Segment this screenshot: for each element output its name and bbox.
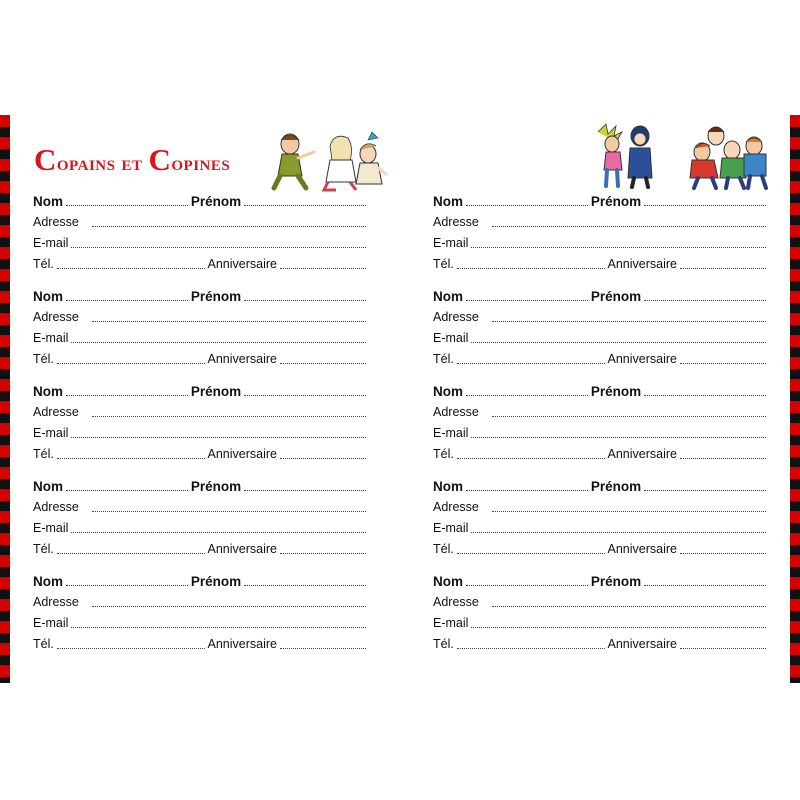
email-row [433,230,769,251]
address-row [33,209,369,230]
tel-field[interactable] [457,457,605,459]
email-row [433,325,769,346]
tel-field[interactable] [57,362,205,364]
prenom-label: Prénom [590,479,642,494]
adresse-label: Adresse [33,310,79,324]
right-column [433,188,769,663]
email-row [33,325,369,346]
tel-label: Tél. [33,542,54,556]
adresse-field[interactable] [92,510,366,512]
prenom-field[interactable] [244,489,366,491]
email-label: E-mail [433,616,469,630]
prenom-label: Prénom [190,479,242,494]
email-row [33,230,369,251]
email-label: E-mail [33,521,69,535]
adresse-field[interactable] [492,225,766,227]
address-row [433,399,769,420]
prenom-label: Prénom [590,289,642,304]
nom-field[interactable] [466,394,588,396]
phone-row [33,441,369,462]
address-row [433,209,769,230]
anniversaire-label: Anniversaire [207,542,277,556]
anniversaire-label: Anniversaire [607,637,677,651]
name-row [33,283,369,304]
email-field[interactable] [471,531,766,533]
tel-label: Tél. [33,257,54,271]
email-row [433,420,769,441]
address-row [433,494,769,515]
nom-field[interactable] [66,299,188,301]
address-row [33,589,369,610]
prenom-field[interactable] [644,584,766,586]
nom-field[interactable] [66,204,188,206]
phone-row [33,251,369,272]
address-row [33,399,369,420]
email-field[interactable] [71,341,366,343]
anniversaire-label: Anniversaire [607,542,677,556]
name-row [33,188,369,209]
anniversaire-label: Anniversaire [207,257,277,271]
tel-label: Tél. [33,637,54,651]
adresse-field[interactable] [92,225,366,227]
adresse-field[interactable] [92,415,366,417]
anniversaire-field[interactable] [280,457,366,459]
adresse-label: Adresse [33,595,79,609]
prenom-field[interactable] [644,394,766,396]
two-kids-illustration [592,122,662,190]
tel-label: Tél. [433,352,454,366]
tel-label: Tél. [433,447,454,461]
name-row [433,378,769,399]
email-row [433,515,769,536]
adresse-field[interactable] [492,510,766,512]
tel-field[interactable] [57,552,205,554]
email-label: E-mail [433,521,469,535]
name-row [433,188,769,209]
adresse-label: Adresse [433,405,479,419]
adresse-label: Adresse [433,310,479,324]
page-title: Copains et Copines [34,142,231,177]
nom-label: Nom [433,479,463,494]
tel-field[interactable] [457,362,605,364]
nom-field[interactable] [466,204,588,206]
tel-field[interactable] [57,457,205,459]
nom-label: Nom [433,194,463,209]
name-row [33,473,369,494]
adresse-field[interactable] [492,320,766,322]
name-row [433,283,769,304]
tel-field[interactable] [57,267,205,269]
anniversaire-label: Anniversaire [607,447,677,461]
anniversaire-field[interactable] [680,267,766,269]
anniversaire-label: Anniversaire [607,257,677,271]
tel-label: Tél. [433,257,454,271]
adresse-label: Adresse [33,500,79,514]
adresse-field[interactable] [92,605,366,607]
nom-field[interactable] [466,584,588,586]
anniversaire-field[interactable] [280,362,366,364]
contact-entry [33,378,369,473]
phone-row [33,631,369,652]
address-row [33,304,369,325]
name-row [33,568,369,589]
nom-field[interactable] [66,489,188,491]
adresse-label: Adresse [433,215,479,229]
adresse-label: Adresse [33,215,79,229]
prenom-field[interactable] [244,394,366,396]
phone-row [33,536,369,557]
email-field[interactable] [71,246,366,248]
anniversaire-field[interactable] [280,552,366,554]
anniversaire-label: Anniversaire [607,352,677,366]
kids-pointing-illustration [268,128,388,193]
prenom-label: Prénom [590,384,642,399]
phone-row [433,441,769,462]
prenom-field[interactable] [244,299,366,301]
name-row [33,378,369,399]
name-row [433,473,769,494]
phone-row [433,631,769,652]
adresse-label: Adresse [33,405,79,419]
email-row [33,515,369,536]
email-field[interactable] [71,626,366,628]
contact-entry [33,283,369,378]
email-field[interactable] [471,626,766,628]
anniversaire-label: Anniversaire [207,637,277,651]
phone-row [433,346,769,367]
contact-entry [33,188,369,283]
contact-entry [433,473,769,568]
tel-label: Tél. [433,542,454,556]
nom-label: Nom [433,384,463,399]
prenom-label: Prénom [190,384,242,399]
email-field[interactable] [471,246,766,248]
nom-field[interactable] [66,584,188,586]
prenom-label: Prénom [190,574,242,589]
contact-entry [433,568,769,663]
contact-entry [33,568,369,663]
adresse-field[interactable] [492,605,766,607]
nom-field[interactable] [66,394,188,396]
tel-field[interactable] [57,647,205,649]
phone-row [433,251,769,272]
name-row [433,568,769,589]
address-row [433,304,769,325]
phone-row [433,536,769,557]
tel-label: Tél. [433,637,454,651]
email-row [433,610,769,631]
email-label: E-mail [33,616,69,630]
contact-entry [433,378,769,473]
anniversaire-field[interactable] [680,457,766,459]
nom-label: Nom [33,289,63,304]
left-column [33,188,369,663]
contact-entry [33,473,369,568]
nom-field[interactable] [466,299,588,301]
prenom-label: Prénom [590,574,642,589]
email-row [33,420,369,441]
email-row [33,610,369,631]
prenom-label: Prénom [190,289,242,304]
email-field[interactable] [71,436,366,438]
tel-field[interactable] [457,647,605,649]
tel-field[interactable] [457,552,605,554]
anniversaire-label: Anniversaire [207,352,277,366]
nom-label: Nom [433,289,463,304]
phone-row [33,346,369,367]
email-field[interactable] [71,531,366,533]
prenom-field[interactable] [644,489,766,491]
email-label: E-mail [433,426,469,440]
prenom-field[interactable] [244,584,366,586]
adresse-label: Adresse [433,500,479,514]
prenom-label: Prénom [190,194,242,209]
nom-label: Nom [33,384,63,399]
contact-entry [433,188,769,283]
email-label: E-mail [433,331,469,345]
address-row [33,494,369,515]
email-label: E-mail [33,331,69,345]
nom-label: Nom [433,574,463,589]
prenom-field[interactable] [244,204,366,206]
nom-label: Nom [33,479,63,494]
prenom-label: Prénom [590,194,642,209]
address-row [433,589,769,610]
group-of-kids-illustration [688,124,768,190]
left-striped-edge [0,115,10,683]
nom-label: Nom [33,574,63,589]
adresse-field[interactable] [492,415,766,417]
email-label: E-mail [433,236,469,250]
prenom-field[interactable] [644,299,766,301]
email-label: E-mail [33,426,69,440]
nom-field[interactable] [466,489,588,491]
anniversaire-field[interactable] [280,267,366,269]
prenom-field[interactable] [644,204,766,206]
right-striped-edge [790,115,800,683]
tel-label: Tél. [33,352,54,366]
email-field[interactable] [471,341,766,343]
adresse-label: Adresse [433,595,479,609]
anniversaire-field[interactable] [680,552,766,554]
tel-field[interactable] [457,267,605,269]
tel-label: Tél. [33,447,54,461]
email-label: E-mail [33,236,69,250]
contact-entry [433,283,769,378]
anniversaire-field[interactable] [680,647,766,649]
adresse-field[interactable] [92,320,366,322]
anniversaire-field[interactable] [280,647,366,649]
email-field[interactable] [471,436,766,438]
anniversaire-label: Anniversaire [207,447,277,461]
anniversaire-field[interactable] [680,362,766,364]
nom-label: Nom [33,194,63,209]
